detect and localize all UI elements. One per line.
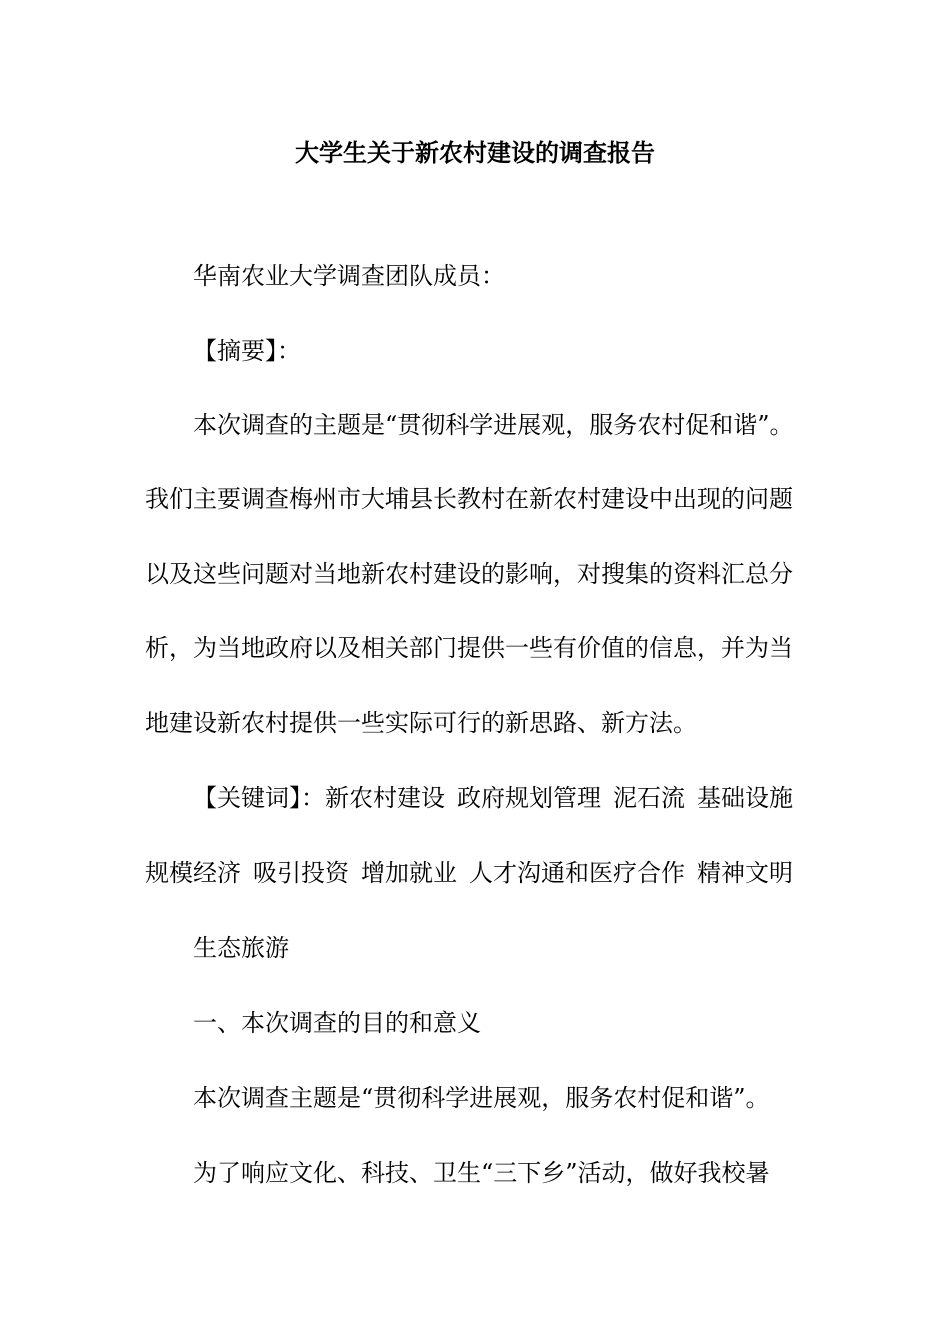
abstract-line-3: 以及这些问题对当地新农村建设的影响，对搜集的资料汇总分 [145, 560, 793, 588]
abstract-heading: 【摘要】： [193, 337, 301, 365]
section-heading: 一、本次调查的目的和意义 [193, 1009, 481, 1037]
keywords-line-1 [193, 780, 793, 816]
keywords-line-2 [145, 855, 793, 891]
section-line-1: 本次调查主题是“贯彻科学进展观，服务农村促和谐”。 [193, 1084, 770, 1112]
keywords-heading: 【关键词】： [193, 784, 325, 812]
keyword: 政府规划管理 [457, 784, 601, 812]
section-line-2: 为了响应文化、科技、卫生“三下乡”活动，做好我校暑 [193, 1159, 770, 1187]
keyword: 吸引投资 [253, 859, 349, 887]
keyword: 人才沟通和医疗合作 [469, 859, 685, 887]
keyword: 基础设施 [697, 784, 793, 812]
keyword: 泥石流 [613, 784, 685, 812]
keyword: 增加就业 [361, 859, 457, 887]
keyword: 生态旅游 [193, 934, 289, 962]
abstract-line-4: 析，为当地政府以及相关部门提供一些有价值的信息，并为当 [145, 634, 793, 662]
team-line: 华南农业大学调查团队成员： [193, 262, 505, 290]
document-title: 大学生关于新农村建设的调查报告 [295, 138, 655, 167]
abstract-line-5: 地建设新农村提供一些实际可行的新思路、新方法。 [145, 709, 697, 737]
keyword: 规模经济 [145, 859, 241, 887]
keyword: 新农村建设 [325, 784, 445, 812]
abstract-line-2: 我们主要调查梅州市大埔县长教村在新农村建设中出现的问题 [145, 485, 793, 513]
keywords-line-3 [193, 930, 289, 966]
abstract-line-1: 本次调查的主题是“贯彻科学进展观，服务农村促和谐”。 [193, 411, 794, 439]
keyword: 精神文明 [697, 859, 793, 887]
